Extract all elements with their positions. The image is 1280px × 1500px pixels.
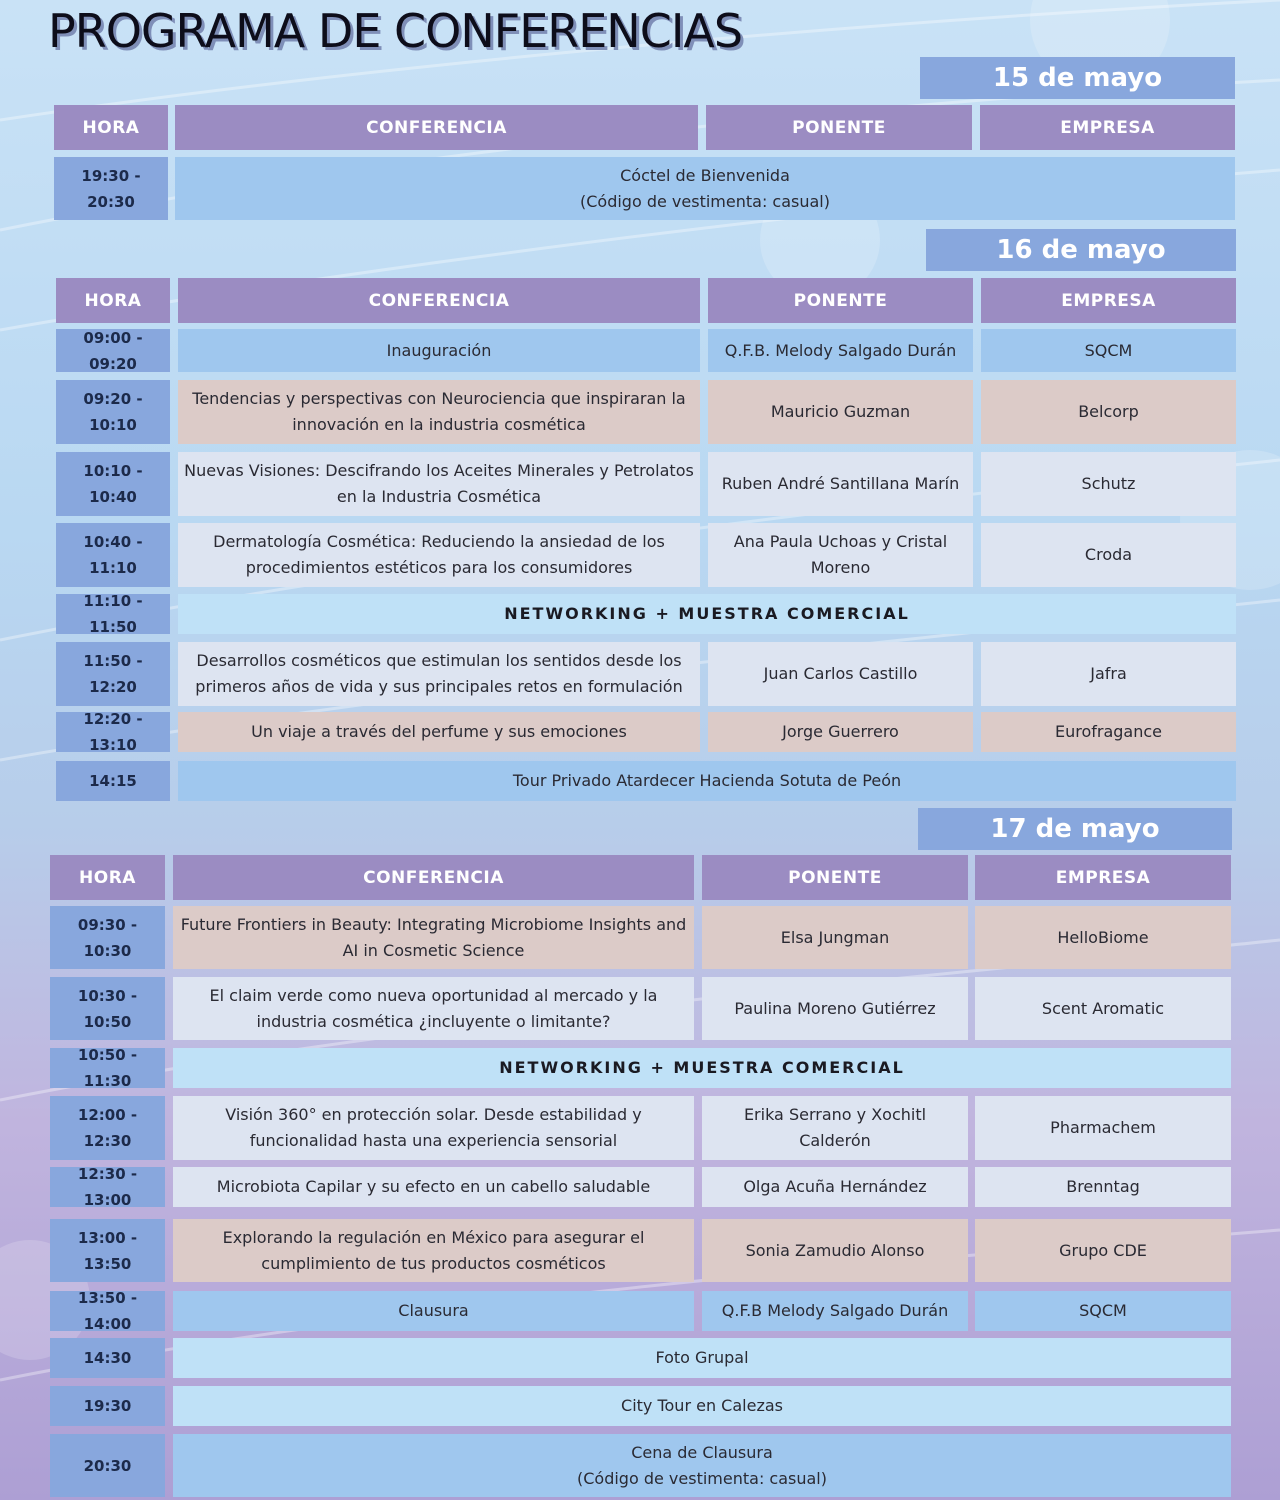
speaker-cell	[708, 642, 973, 706]
networking-row-text: NETWORKING + MUESTRA COMERCIAL	[499, 1058, 905, 1077]
time-cell-text: 10:10 - 10:40	[83, 462, 143, 506]
time-cell	[56, 452, 170, 516]
company-cell	[981, 642, 1236, 706]
company-cell	[975, 1219, 1231, 1282]
conference-cell	[173, 1167, 694, 1207]
conference-cell-text: Un viaje a través del perfume y sus emociones	[251, 722, 627, 741]
speaker-cell	[702, 906, 968, 969]
time-cell-text: 14:15	[89, 772, 137, 790]
time-cell-text: 11:50 - 12:20	[83, 652, 143, 696]
speaker-cell	[702, 1096, 968, 1160]
time-cell	[56, 761, 170, 801]
speaker-cell	[708, 712, 973, 752]
column-header-ponente	[702, 855, 968, 900]
column-header-ponente-text: PONENTE	[788, 867, 882, 888]
speaker-cell-text: Q.F.B Melody Salgado Durán	[721, 1301, 949, 1320]
column-header-ponente-text: PONENTE	[793, 290, 888, 311]
company-cell	[975, 1167, 1231, 1207]
time-cell-text: 10:40 - 11:10	[83, 533, 143, 577]
speaker-cell	[708, 380, 973, 444]
time-cell	[50, 906, 165, 969]
conference-cell	[173, 977, 694, 1040]
time-cell	[50, 1048, 165, 1088]
speaker-cell	[708, 452, 973, 516]
company-cell	[975, 906, 1231, 969]
company-cell-text: Schutz	[1081, 474, 1136, 493]
conference-cell-text: El claim verde como nueva oportunidad al mercado y la industria cosmética ¿incluyente o limitante?	[209, 985, 658, 1031]
conference-cell	[178, 642, 700, 706]
speaker-cell	[708, 329, 973, 372]
time-cell	[50, 1434, 165, 1497]
time-cell	[50, 1386, 165, 1426]
speaker-cell-text: Erika Serrano y Xochitl Calderón	[743, 1105, 927, 1150]
column-header-hora-text: HORA	[79, 867, 136, 888]
speaker-cell-text: Ana Paula Uchoas y Cristal Moreno	[733, 532, 948, 577]
conference-cell-text: Clausura	[398, 1301, 469, 1320]
company-cell-text: HelloBiome	[1057, 927, 1149, 947]
time-cell-text: 09:30 - 10:30	[77, 915, 138, 960]
event-cell-text: Foto Grupal	[655, 1348, 749, 1367]
conference-cell-text: Nuevas Visiones: Descifrando los Aceites Minerales y Petrolatos en la Industria Cosmética	[184, 461, 694, 506]
time-cell-text: 10:30 - 10:50	[77, 986, 138, 1031]
event-cell-text: Tour Privado Atardecer Hacienda Sotuta de Peón	[512, 771, 902, 790]
time-cell-text: 19:30 - 20:30	[81, 166, 141, 211]
speaker-cell-text: Mauricio Guzman	[770, 402, 911, 421]
company-cell	[981, 380, 1236, 444]
event-cell	[173, 1338, 1231, 1378]
conference-cell	[178, 523, 700, 587]
conference-cell	[178, 712, 700, 752]
speaker-cell-text: Jorge Guerrero	[782, 722, 899, 741]
time-cell	[56, 712, 170, 752]
column-header-empresa	[975, 855, 1231, 900]
column-header-hora	[54, 105, 168, 150]
time-cell-text: 20:30	[83, 1456, 132, 1475]
time-cell-text: 14:30	[83, 1349, 132, 1367]
time-cell	[54, 157, 168, 220]
column-header-conferencia	[178, 278, 700, 323]
conference-cell-text: Visión 360° en protección solar. Desde estabilidad y funcionalidad hasta una experiencia sensorial	[225, 1105, 642, 1150]
company-cell	[981, 329, 1236, 372]
networking-row	[173, 1048, 1231, 1088]
time-cell	[56, 523, 170, 587]
company-cell	[975, 977, 1231, 1040]
column-header-ponente	[708, 278, 973, 323]
time-cell	[56, 380, 170, 444]
column-header-hora	[50, 855, 165, 900]
column-header-conferencia-text: CONFERENCIA	[363, 867, 504, 888]
time-cell	[50, 1338, 165, 1378]
conference-cell	[173, 1219, 694, 1282]
time-cell	[56, 329, 170, 372]
time-cell-text: 09:20 - 10:10	[83, 390, 143, 434]
company-cell-text: Grupo CDE	[1059, 1240, 1147, 1260]
company-cell-text: Eurofragance	[1054, 722, 1163, 741]
time-cell	[50, 1219, 165, 1282]
column-header-ponente	[706, 105, 972, 150]
time-cell-text: 19:30	[83, 1397, 132, 1415]
event-cell	[173, 1434, 1231, 1497]
column-header-empresa-text: EMPRESA	[1055, 867, 1151, 888]
conference-cell	[178, 329, 700, 372]
event-cell	[175, 157, 1235, 220]
speaker-cell-text: Ruben André Santillana Marín	[721, 474, 960, 493]
speaker-cell	[702, 1167, 968, 1207]
company-cell	[981, 452, 1236, 516]
column-header-empresa-text: EMPRESA	[1061, 290, 1156, 311]
column-header-hora-text: HORA	[82, 117, 140, 138]
speaker-cell-text: Q.F.B. Melody Salgado Durán	[724, 340, 957, 360]
column-header-conferencia-text: CONFERENCIA	[366, 117, 507, 138]
company-cell-text: SQCM	[1084, 340, 1133, 360]
speaker-cell-text: Juan Carlos Castillo	[763, 664, 918, 683]
conference-cell	[178, 452, 700, 516]
column-header-conferencia	[175, 105, 698, 150]
time-cell-text: 09:00 - 09:20	[83, 328, 143, 373]
column-header-empresa-text: EMPRESA	[1060, 117, 1155, 138]
column-header-empresa	[981, 278, 1236, 323]
speaker-cell	[708, 523, 973, 587]
time-cell-text: 12:20 - 13:10	[83, 710, 143, 754]
time-cell-text: 12:00 - 12:30	[77, 1106, 138, 1150]
conference-cell-text: Future Frontiers in Beauty: Integrating Microbiome Insights and AI in Cosmetic Science	[180, 914, 687, 960]
conference-cell-text: Inauguración	[386, 340, 492, 360]
column-header-ponente-text: PONENTE	[792, 117, 886, 138]
page-title: PROGRAMA DE CONFERENCIAS	[48, 4, 743, 58]
event-cell-text: City Tour en Calezas	[621, 1396, 783, 1415]
day-date-label: 17 de mayo	[918, 808, 1232, 850]
column-header-conferencia-text: CONFERENCIA	[368, 290, 510, 311]
column-header-hora	[56, 278, 170, 323]
conference-cell	[173, 1096, 694, 1160]
time-cell	[50, 1096, 165, 1160]
conference-cell	[178, 380, 700, 444]
speaker-cell-text: Olga Acuña Hernández	[743, 1177, 927, 1196]
time-cell	[56, 594, 170, 634]
speaker-cell-text: Elsa Jungman	[780, 927, 890, 947]
company-cell	[981, 523, 1236, 587]
speaker-cell	[702, 1291, 968, 1331]
company-cell	[975, 1096, 1231, 1160]
company-cell-text: SQCM	[1079, 1301, 1127, 1320]
time-cell-text: 11:10 - 11:50	[83, 592, 143, 636]
speaker-cell-text: Sonia Zamudio Alonso	[745, 1240, 925, 1260]
networking-row	[178, 594, 1236, 634]
company-cell-text: Croda	[1084, 545, 1133, 564]
time-cell	[50, 1291, 165, 1331]
conference-cell	[173, 1291, 694, 1331]
time-cell-text: 10:50 - 11:30	[77, 1046, 138, 1090]
time-cell	[50, 977, 165, 1040]
company-cell-text: Pharmachem	[1050, 1118, 1156, 1137]
conference-cell-text: Microbiota Capilar y su efecto en un cabello saludable	[216, 1177, 651, 1196]
company-cell-text: Belcorp	[1078, 402, 1139, 421]
company-cell	[975, 1291, 1231, 1331]
conference-cell-text: Dermatología Cosmética: Reduciendo la ansiedad de los procedimientos estéticos para los consumidores	[213, 532, 665, 577]
speaker-cell	[702, 977, 968, 1040]
event-cell	[173, 1386, 1231, 1426]
conference-cell-text: Desarrollos cosméticos que estimulan los sentidos desde los primeros años de vida y sus principales retos en formulación	[195, 651, 683, 696]
day-date-label: 16 de mayo	[926, 229, 1236, 271]
column-header-hora-text: HORA	[84, 290, 142, 311]
day-date-label: 15 de mayo	[920, 57, 1235, 99]
column-header-empresa	[980, 105, 1235, 150]
networking-row-text: NETWORKING + MUESTRA COMERCIAL	[504, 604, 910, 623]
company-cell-text: Brenntag	[1066, 1177, 1140, 1196]
time-cell-text: 12:30 - 13:00	[77, 1165, 138, 1209]
company-cell	[981, 712, 1236, 752]
conference-cell	[173, 906, 694, 969]
event-cell	[178, 761, 1236, 801]
event-cell-text: Cena de Clausura (Código de vestimenta: casual)	[577, 1442, 827, 1488]
time-cell	[56, 642, 170, 706]
speaker-cell-text: Paulina Moreno Gutiérrez	[734, 998, 936, 1018]
column-header-conferencia	[173, 855, 694, 900]
time-cell	[50, 1167, 165, 1207]
event-cell-text: Cóctel de Bienvenida (Código de vestimenta: casual)	[580, 165, 830, 211]
company-cell-text: Scent Aromatic	[1041, 998, 1165, 1018]
speaker-cell	[702, 1219, 968, 1282]
conference-cell-text: Tendencias y perspectivas con Neurociencia que inspiraran la innovación en la industria cosmética	[192, 389, 686, 434]
conference-cell-text: Explorando la regulación en México para asegurar el cumplimiento de tus productos cosméticos	[222, 1227, 645, 1273]
time-cell-text: 13:00 - 13:50	[77, 1228, 138, 1273]
company-cell-text: Jafra	[1090, 664, 1127, 683]
time-cell-text: 13:50 - 14:00	[77, 1289, 138, 1333]
